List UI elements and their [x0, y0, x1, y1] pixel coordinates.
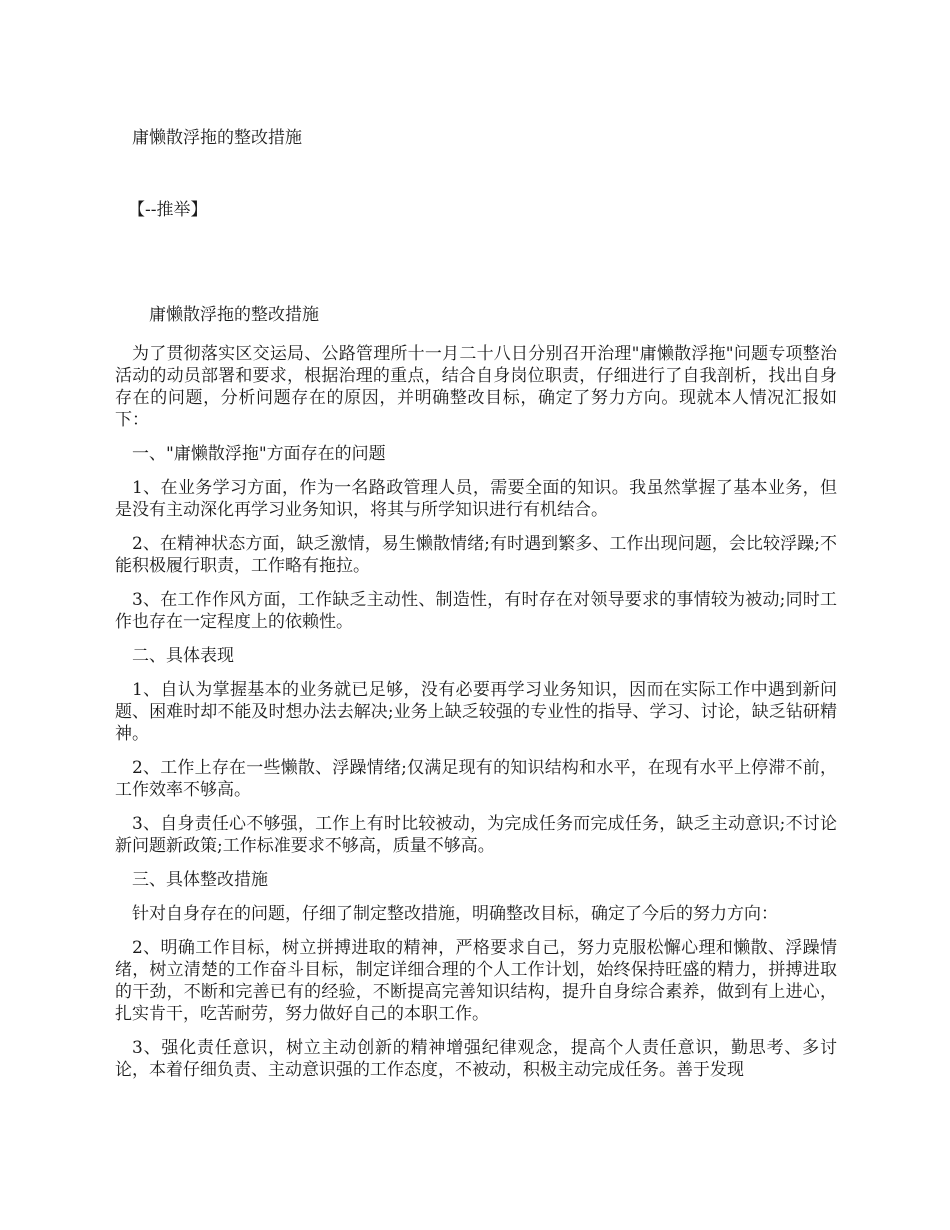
manifestation-item-3: 3、自身责任心不够强，工作上有时比较被动，为完成任务而完成任务，缺乏主动意识;不讨论新问题新政策;工作标准要求不够高，质量不够高。: [115, 814, 837, 856]
body-subtitle: 庸懒散浮拖的整改措施: [149, 305, 319, 325]
section-heading-measures: 三、具体整改措施: [132, 870, 268, 890]
section-heading-manifestations: 二、具体表现: [132, 646, 234, 666]
recommend-tag: 【--推举】: [128, 200, 208, 220]
measure-item-2: 2、明确工作目标，树立拼搏进取的精神，严格要求自己，努力克服松懈心理和懒散、浮躁情绪，树立清楚的工作奋斗目标，制定详细合理的个人工作计划，始终保持旺盛的精力，拼搏进取的干劲，不断和完善已有的经验，不断提高完善知识结构，提升自身综合素养，做到有上进心，扎实肯干，吃苦耐劳，努力做好自己的本职工作。: [115, 938, 837, 1024]
measure-item-3: 3、强化责任意识，树立主动创新的精神增强纪律观念，提高个人责任意识，勤思考、多讨论，本着仔细负责、主动意识强的工作态度，不被动，积极主动完成任务。善于发现: [115, 1038, 837, 1080]
problem-item-1: 1、在业务学习方面，作为一名路政管理人员，需要全面的知识。我虽然掌握了基本业务，但是没有主动深化再学习业务知识，将其与所学知识进行有机结合。: [115, 478, 837, 520]
document-body: [115, 304, 837, 1093]
manifestation-item-1: 1、自认为掌握基本的业务就已足够，没有必要再学习业务知识，因而在实际工作中遇到新问题、困难时却不能及时想办法去解决;业务上缺乏较强的专业性的指导、学习、讨论，缺乏钻研精神。: [115, 680, 837, 744]
measures-intro: 针对自身存在的问题，仔细了制定整改措施，明确整改目标，确定了今后的努力方向：: [132, 904, 778, 924]
section-heading-problems: 一、"庸懒散浮拖"方面存在的问题: [132, 444, 386, 464]
problem-item-3: 3、在工作作风方面，工作缺乏主动性、制造性，有时存在对领导要求的事情较为被动;同时工作也存在一定程度上的依赖性。: [115, 590, 837, 632]
problem-item-2: 2、在精神状态方面，缺乏激情，易生懒散情绪;有时遇到繁多、工作出现问题，会比较浮躁;不能积极履行职责，工作略有拖拉。: [115, 534, 837, 576]
intro-paragraph: 为了贯彻落实区交运局、公路管理所十一月二十八日分别召开治理"庸懒散浮拖"问题专项整治活动的动员部署和要求，根据治理的重点，结合自身岗位职责，仔细进行了自我剖析，找出自身存在的问题，分析问题存在的原因，并明确整改目标，确定了努力方向。现就本人情况汇报如下：: [115, 344, 837, 430]
manifestation-item-2: 2、工作上存在一些懒散、浮躁情绪;仅满足现有的知识结构和水平，在现有水平上停滞不前，工作效率不够高。: [115, 758, 837, 800]
document-title: 庸懒散浮拖的整改措施: [132, 128, 302, 148]
